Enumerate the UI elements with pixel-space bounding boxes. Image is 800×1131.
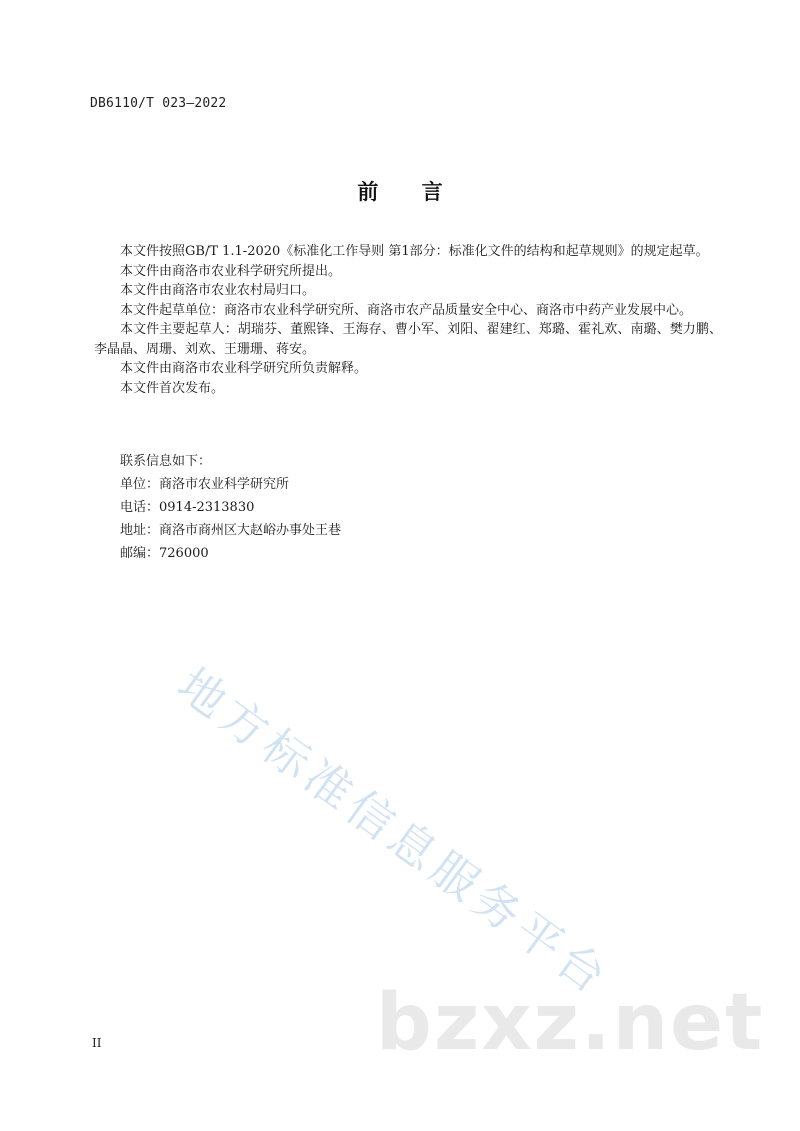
contact-info (120, 450, 341, 565)
paragraph-standard-reference: 本文件按照GB/T 1.1-2020《标准化工作导则 第1部分：标准化文件的结构和起草规则》的规定起草。 (120, 244, 709, 259)
platform-watermark: 地方标准信息服务平台 (167, 657, 621, 1007)
paragraph-proposer: 本文件由商洛市农业科学研究所提出。 (120, 263, 342, 279)
paragraph-first-release: 本文件首次发布。 (120, 380, 225, 396)
site-watermark: bzxz.net (376, 978, 765, 1068)
contact-address: 地址：商洛市商州区大赵峪办事处王巷 (120, 523, 342, 538)
contact-heading: 联系信息如下： (120, 454, 212, 469)
page-title: 前 言 (357, 180, 461, 204)
paragraph-interpretation: 本文件由商洛市农业科学研究所负责解释。 (120, 361, 368, 376)
paragraph-drafters: 本文件主要起草人：胡瑞芬、董熙锋、王海存、曹小军、刘阳、翟建红、郑璐、霍礼欢、南璐、樊力鹏、李晶晶、周珊、刘欢、王珊珊、蒋安。 (94, 322, 722, 357)
paragraph-drafting-units: 本文件起草单位：商洛市农业科学研究所、商洛市农产品质量安全中心、商洛市中药产业发展中心。 (120, 302, 693, 318)
contact-phone: 电话：0914-2313830 (120, 500, 255, 515)
page-number: II (92, 1036, 102, 1050)
contact-postcode: 邮编：726000 (120, 546, 209, 561)
document-code: DB6110/T 023—2022 (90, 96, 227, 111)
contact-unit: 单位：商洛市农业科学研究所 (120, 477, 290, 492)
foreword-body (94, 242, 722, 398)
paragraph-administrator: 本文件由商洛市农业农村局归口。 (120, 283, 316, 298)
